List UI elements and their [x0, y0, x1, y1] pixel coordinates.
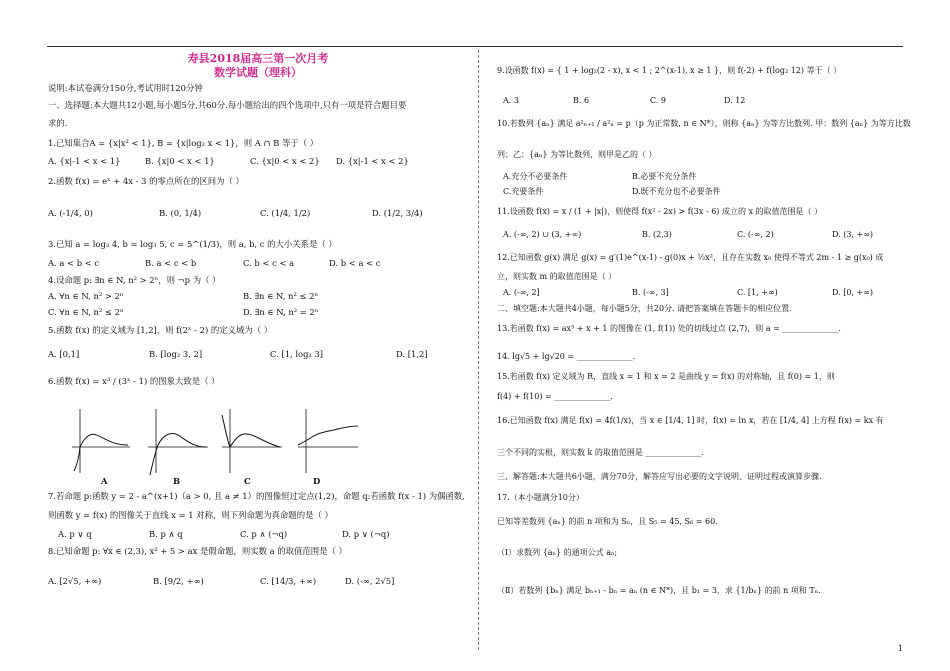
q3-option-a: A. a < b < c — [48, 258, 100, 268]
exam-note: 说明:本试卷满分150分,考试用时120分钟 — [48, 83, 203, 93]
q4-option-c: C. ∀n ∈ N, n² ≤ 2ⁿ — [48, 307, 124, 317]
q7-option-b: B. p ∧ q — [149, 529, 183, 539]
page-number: 1 — [897, 644, 903, 653]
q9-option-a: A. 3 — [503, 96, 519, 105]
section-1-heading: 一、选择题:本大题共12小题,每小题5分,共60分.每小题给出的四个选项中,只有一项是符合题目要 — [48, 100, 407, 110]
section-3-heading: 三、解答题:本大题共6小题，满分70分，解答应写出必要的文字说明、证明过程或演算步骤. — [497, 472, 822, 481]
q1-option-d: D. {x|-1 < x < 2} — [336, 156, 409, 166]
question-17: 17.（本小题满分10分） — [497, 493, 584, 502]
question-12: 12.已知函数 g(x) 满足 g(x) = g′(1)e^(x-1) - g(0)x + ½x²，且存在实数 x₀ 使得不等式 2m - 1 ≥ g(x₀) 成 — [497, 253, 884, 262]
q2-option-d: D. (1/2, 3/4) — [372, 208, 423, 218]
question-4: 4.设命题 p: ∃n ∈ N, n² > 2ⁿ，则 ¬p 为（ ） — [48, 275, 221, 285]
q4-option-b: B. ∃n ∈ N, n² ≤ 2ⁿ — [243, 291, 319, 301]
q5-option-d: D. [1,2] — [396, 349, 428, 359]
q4-option-a: A. ∀n ∈ N, n² > 2ⁿ — [48, 291, 124, 301]
exam-title: 寿县2018届高三第一次月考 — [187, 52, 329, 65]
question-10-cont: 列；乙：{aₙ} 为等比数列，则甲是乙的（ ） — [497, 150, 657, 159]
q12-option-d: D. [0, +∞) — [832, 288, 873, 297]
q2-option-b: B. (0, 1/4) — [159, 208, 202, 218]
q2-option-a: A. (-1/4, 0) — [48, 208, 93, 218]
q8-option-c: C. [14/3, +∞) — [260, 576, 317, 586]
q5-option-a: A. [0,1] — [48, 349, 80, 359]
question-5: 5.函数 f(x) 的定义域为 [1,2]，则 f(2ˣ - 2) 的定义域为（ ） — [48, 325, 273, 335]
q3-option-b: B. a < c < b — [145, 258, 197, 268]
q2-option-c: C. (1/4, 1/2) — [260, 208, 311, 218]
question-17-part-1: （Ⅰ）求数列 {aₙ} 的通项公式 aₙ; — [497, 548, 618, 557]
q11-option-d: D. (3, +∞) — [832, 230, 873, 239]
q11-option-b: B. (2,3) — [642, 230, 672, 239]
question-1: 1.已知集合A = {x|x² < 1}, B = {x|log₂ x < 1}，则 A ∩ B 等于（ ） — [48, 138, 319, 148]
q1-option-c: C. {x|0 < x < 2} — [250, 156, 320, 166]
graph-d — [298, 409, 358, 473]
q10-option-c: C.充要条件 — [503, 187, 544, 196]
q5-option-c: C. [1, log₂ 3] — [270, 349, 324, 359]
q6-label-b: B — [173, 476, 181, 486]
question-16-cont: 三个不同的实根，则实数 k 的取值范围是 ______________. — [497, 448, 705, 457]
q5-option-b: B. [log₂ 3, 2] — [149, 349, 203, 359]
q6-label-a: A — [101, 476, 108, 486]
q7-option-c: C. p ∧ (¬q) — [240, 529, 288, 539]
question-15-cont: f(4) + f(10) = ______________. — [497, 392, 613, 401]
q6-label-d: D — [313, 476, 321, 486]
q10-option-d: D.既不充分也不必要条件 — [632, 187, 721, 196]
question-15: 15.若函数 f(x) 定义域为 R，直线 x = 1 和 x = 2 是曲线 y = f(x) 的对称轴，且 f(0) = 1，则 — [497, 372, 835, 381]
question-14: 14. lg√5 + lg√20 = ______________. — [497, 352, 636, 361]
column-divider — [478, 50, 479, 650]
q8-option-b: B. [9/2, +∞) — [153, 576, 204, 586]
q6-label-c: C — [244, 476, 251, 486]
question-16: 16.已知函数 f(x) 满足 f(x) = 4f(1/x)，当 x ∈ [1/4, 1] 时，f(x) = ln x，若在 [1/4, 4] 上方程 f(x) = kx 有 — [497, 416, 884, 425]
q7-option-d: D. p ∨ (¬q) — [342, 529, 390, 539]
q9-option-d: D. 12 — [724, 96, 746, 105]
question-2: 2.函数 f(x) = eˣ + 4x - 3 的零点所在的区间为（ ） — [48, 176, 244, 186]
question-7: 7.若命题 p:函数 y = 2 - a^(x+1)（a > 0, 且 a ≠ 1）的图像恒过定点(1,2)，命题 q:若函数 f(x - 1) 为偶函数, — [48, 491, 465, 501]
graph-a — [72, 409, 130, 473]
q10-option-a: A.充分不必要条件 — [503, 172, 568, 181]
graph-c — [222, 409, 282, 473]
question-8: 8.已知命题 p: ∀x ∈ (2,3), x² + 5 > ax 是假命题，则实数 a 的取值范围是（ ） — [48, 546, 347, 556]
q3-option-c: C. b < c < a — [243, 258, 295, 268]
q1-option-a: A. {x|-1 < x < 1} — [48, 156, 121, 166]
question-17-stem: 已知等差数列 {aₙ} 的前 n 项和为 Sₙ，且 S₅ = 45, S₆ = 60. — [497, 517, 718, 526]
q6-graphs — [68, 407, 358, 482]
q10-option-b: B.必要不充分条件 — [632, 172, 697, 181]
q4-option-d: D. ∃n ∈ N, n² = 2ⁿ — [243, 307, 319, 317]
question-3: 3.已知 a = log₃ 4, b = log₃ 5, c = 5^(1/3)，则 a, b, c 的大小关系是（ ） — [48, 239, 337, 249]
question-11: 11.设函数 f(x) = x / (1 + |x|)，则使得 f(x² - 2x) > f(3x - 6) 成立的 x 的取值范围是（ ） — [497, 207, 823, 216]
exam-subtitle: 数学试题（理科） — [214, 66, 302, 79]
question-7-cont: 则函数 y = f(x) 的图像关于直线 x = 1 对称，则下列命题为真命题的是（ ） — [48, 510, 333, 520]
q3-option-d: D. b < a < c — [329, 258, 381, 268]
question-13: 13.若函数 f(x) = ax³ + x + 1 的图像在 (1, f(1)) 处的切线过点 (2,7)，则 a = ______________. — [497, 324, 841, 333]
question-9: 9.设函数 f(x) = { 1 + log₂(2 - x), x < 1 ; 2^(x-1), x ≥ 1 }，则 f(-2) + f(log₂ 12) 等于（ ） — [497, 66, 842, 75]
q12-option-a: A. (-∞, 2] — [503, 288, 540, 297]
q11-option-a: A. (-∞, 2) ∪ (3, +∞) — [503, 230, 582, 239]
q8-option-d: D. (-∞, 2√5] — [345, 576, 395, 586]
section-2-heading: 二、填空题:本大题共4小题，每小题5分，共20分. 请把答案填在答题卡的相应位置. — [497, 304, 792, 313]
q9-option-b: B. 6 — [573, 96, 590, 105]
top-rule — [47, 46, 903, 47]
q1-option-b: B. {x|0 < x < 1} — [145, 156, 215, 166]
q8-option-a: A. [2√5, +∞) — [48, 576, 102, 586]
section-1-heading-cont: 求的. — [48, 118, 68, 128]
q12-option-c: C. [1, +∞) — [737, 288, 778, 297]
graph-b — [148, 409, 208, 475]
question-6: 6.函数 f(x) = x³ / (3ˣ - 1) 的图象大致是（ ） — [48, 376, 220, 386]
q12-option-b: B. (-∞, 3] — [632, 288, 669, 297]
question-12-cont: 立，则实数 m 的取值范围是（ ） — [497, 272, 617, 281]
question-17-part-2: （Ⅱ）若数列 {bₙ} 满足 bₙ₊₁ - bₙ = aₙ (n ∈ N*)，且 b₁ = 3，求 {1/bₙ} 的前 n 项和 Tₙ. — [497, 586, 821, 595]
q9-option-c: C. 9 — [650, 96, 667, 105]
q11-option-c: C. (-∞, 2) — [737, 230, 774, 239]
q7-option-a: A. p ∨ q — [58, 529, 92, 539]
question-10: 10.若数列 {aₙ} 满足 a²ₙ₊₁ / a²ₙ = p（p 为正常数, n ∈ N*），则称 {aₙ} 为等方比数列. 甲：数列 {aₙ} 为等方比数 — [497, 119, 911, 128]
